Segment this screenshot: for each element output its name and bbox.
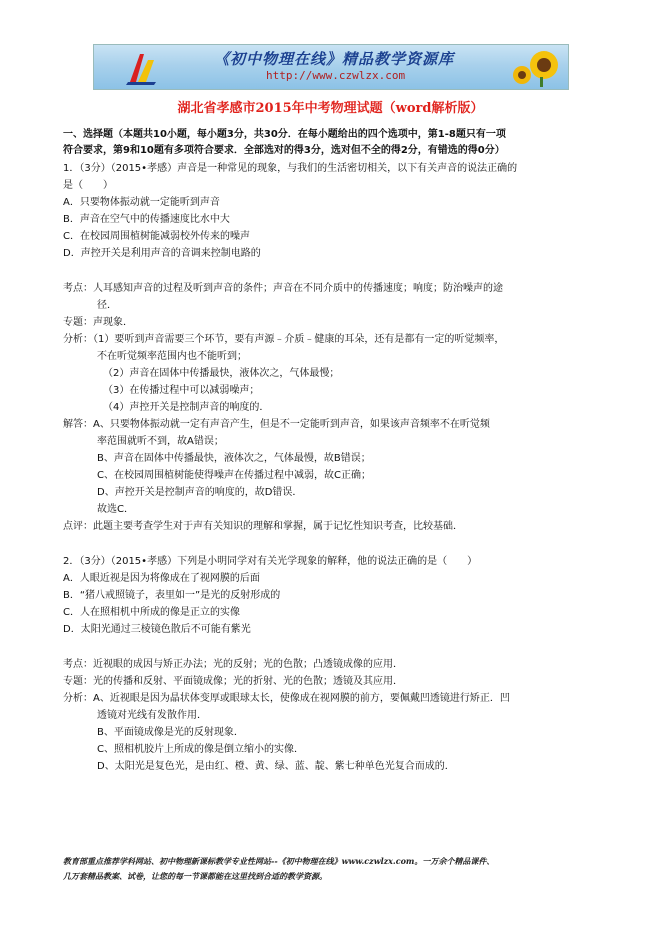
- section-heading-line2: 符合要求，第9和10题有多项符合要求．全部选对的得3分，选对但不全的得2分，有错选的得0分）: [63, 145, 505, 156]
- header-banner: [93, 44, 569, 90]
- q2-option-a: A．人眼近视是因为将像成在了视网膜的后面: [63, 573, 260, 584]
- section-heading-line1: 一、选择题（本题共10小题，每小题3分，共30分．在每小题给出的四个选项中，第1-8题只有一项: [63, 129, 506, 140]
- q1-option-d: D．声控开关是利用声音的音调来控制电路的: [63, 248, 261, 259]
- q2-fenxi-line4: C、照相机胶片上所成的像是倒立缩小的实像．: [97, 744, 304, 755]
- q1-jieda-line4: C、在校园周围植树能使得噪声在传播过程中减弱，故C正确；: [97, 470, 371, 481]
- document-title: 湖北省孝感市2015年中考物理试题（word解析版）: [177, 101, 484, 116]
- q1-fenxi-line4: （3）在传播过程中可以减弱噪声；: [103, 385, 260, 396]
- banner-url: http://www.czwlzx.com: [266, 69, 406, 82]
- q1-jieda-line5: D、声控开关是控制声音的响度的，故D错误．: [97, 487, 303, 498]
- q2-zhuanti: 专题：光的传播和反射、平面镜成像；光的折射、光的色散；透镜及其应用．: [63, 676, 403, 687]
- q1-jieda-line6: 故选C．: [97, 504, 134, 515]
- q2-fenxi-line1: 分析：A、近视眼是因为晶状体变厚或眼球太长，使像成在视网膜的前方，要佩戴凹透镜进行矫正．凹: [63, 693, 510, 704]
- q1-dianping: 点评：此题主要考查学生对于声有关知识的理解和掌握，属于记忆性知识考查，比较基础．: [63, 521, 463, 532]
- q2-kaodian: 考点：近视眼的成因与矫正办法；光的反射；光的色散；凸透镜成像的应用．: [63, 659, 403, 670]
- q2-option-b: B．“猪八戒照镜子，表里如一”是光的反射形成的: [63, 590, 281, 601]
- q1-zhuanti: 专题：声现象．: [63, 317, 133, 328]
- q1-option-a: A．只要物体振动就一定能听到声音: [63, 197, 220, 208]
- q1-fenxi-line2: 不在听觉频率范围内也不能听到；: [97, 351, 247, 362]
- q1-fenxi-line3: （2）声音在固体中传播最快，液体次之，气体最慢；: [103, 368, 340, 379]
- banner-title: 《初中物理在线》精品教学资源库: [214, 50, 455, 68]
- footer-line1: 教育部重点推荐学科网站、初中物理新课标教学专业性网站--《初中物理在线》www.czwlzx.com。一万余个精品课件、: [63, 856, 495, 866]
- q1-option-c: C．在校园周围植树能减弱校外传来的噪声: [63, 231, 250, 242]
- q1-stem-line1: 1．（3分）（2015•孝感）声音是一种常见的现象，与我们的生活密切相关，以下有关声音的说法正确的: [63, 163, 518, 174]
- q1-stem-line2: 是（ ）: [63, 180, 113, 191]
- q2-fenxi-line5: D、太阳光是复色光，是由红、橙、黄、绿、蓝、靛、紫七种单色光复合而成的．: [97, 761, 455, 772]
- sunflower-image: [510, 47, 562, 87]
- q1-jieda-line3: B、声音在固体中传播最快，液体次之，气体最慢，故B错误；: [97, 453, 371, 464]
- q1-kaodian-line2: 径．: [97, 300, 117, 311]
- q2-fenxi-line2: 透镜对光线有发散作用．: [97, 710, 207, 721]
- q2-option-c: C．人在照相机中所成的像是正立的实像: [63, 607, 240, 618]
- q1-kaodian-line1: 考点：人耳感知声音的过程及听到声音的条件；声音在不同介质中的传播速度；响度；防治噪声的途: [63, 283, 503, 294]
- footer-line2: 几万套精品教案、试卷，让您的每一节课都能在这里找到合适的教学资源。: [63, 871, 327, 881]
- q1-jieda-line2: 率范围就听不到，故A错误；: [97, 436, 224, 447]
- q1-fenxi-line5: （4）声控开关是控制声音的响度的．: [103, 402, 270, 413]
- q1-fenxi-line1: 分析：（1）要听到声音需要三个环节，要有声源﹣介质﹣健康的耳朵，还有是都有一定的听觉频率，: [63, 334, 505, 345]
- q2-fenxi-line3: B、平面镜成像是光的反射现象．: [97, 727, 244, 738]
- q1-jieda-line1: 解答：A、只要物体振动就一定有声音产生，但是不一定能听到声音，如果该声音频率不在听觉频: [63, 419, 490, 430]
- q1-option-b: B．声音在空气中的传播速度比水中大: [63, 214, 230, 225]
- q2-option-d: D．太阳光通过三棱镜色散后不可能有紫光: [63, 624, 251, 635]
- site-logo: [124, 48, 160, 86]
- q2-stem: 2．（3分）（2015•孝感）下列是小明同学对有关光学现象的解释，他的说法正确的是（ ）: [63, 556, 478, 567]
